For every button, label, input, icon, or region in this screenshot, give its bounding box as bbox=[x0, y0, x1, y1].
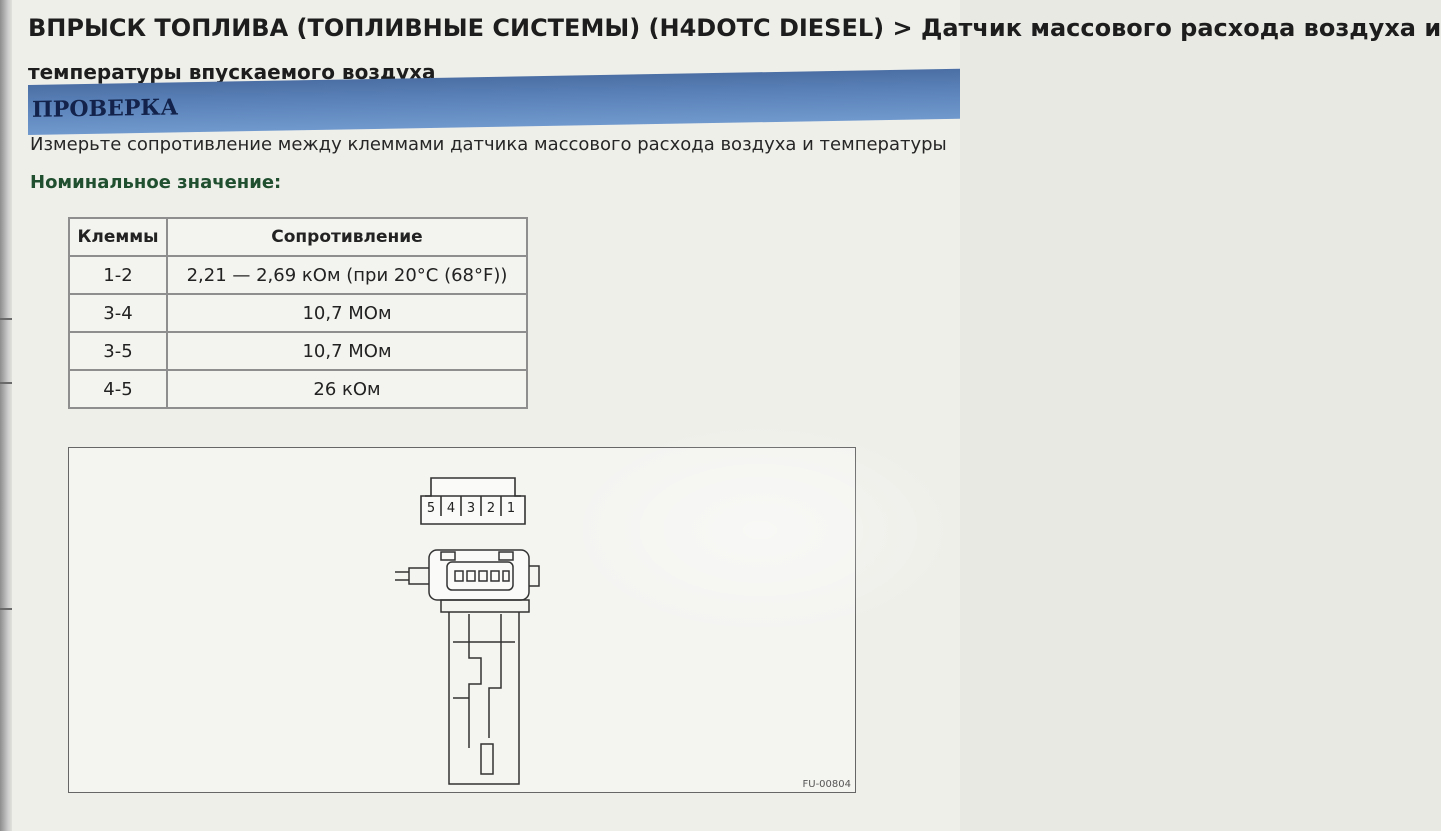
table-header-row bbox=[69, 218, 527, 256]
terminals-cell: 3-4 bbox=[69, 294, 167, 332]
terminals-cell: 1-2 bbox=[69, 256, 167, 294]
resistance-cell: 26 кОм bbox=[167, 370, 527, 408]
instruction-text: Измерьте сопротивление между клеммами датчика массового расхода воздуха и температуры bbox=[30, 134, 947, 155]
pin-label: 5 bbox=[426, 501, 436, 516]
terminals-cell: 4-5 bbox=[69, 370, 167, 408]
mass-airflow-sensor-drawing bbox=[395, 550, 539, 784]
figure-code: FU-00804 bbox=[802, 779, 851, 790]
pin-label: 2 bbox=[486, 501, 496, 516]
nominal-value-label: Номинальное значение: bbox=[30, 172, 282, 193]
document-page bbox=[12, 0, 1441, 831]
table-row bbox=[69, 294, 527, 332]
column-header-resistance: Сопротивление bbox=[167, 218, 527, 256]
page-title: ВПРЫСК ТОПЛИВА (ТОПЛИВНЫЕ СИСТЕМЫ) (H4DOTC DIESEL) > Датчик массового расхода воздуха и bbox=[28, 14, 1441, 42]
section-title: ПРОВЕРКА bbox=[32, 94, 179, 123]
pin-label: 1 bbox=[506, 501, 516, 516]
pin-label: 4 bbox=[446, 501, 456, 516]
sensor-connector-figure bbox=[68, 447, 856, 793]
sensor-diagram bbox=[69, 448, 855, 792]
resistance-table bbox=[68, 217, 528, 409]
edge-notch bbox=[0, 608, 12, 610]
table-row bbox=[69, 332, 527, 370]
table-row bbox=[69, 370, 527, 408]
resistance-cell: 10,7 МОм bbox=[167, 294, 527, 332]
edge-notch bbox=[0, 318, 12, 320]
terminals-cell: 3-5 bbox=[69, 332, 167, 370]
page-title-continued: температуры впускаемого воздуха bbox=[28, 60, 436, 84]
table-row bbox=[69, 256, 527, 294]
resistance-cell: 10,7 МОм bbox=[167, 332, 527, 370]
column-header-terminals: Клеммы bbox=[69, 218, 167, 256]
pin-label: 3 bbox=[466, 501, 476, 516]
resistance-cell: 2,21 — 2,69 кОм (при 20°C (68°F)) bbox=[167, 256, 527, 294]
window-left-edge bbox=[0, 0, 12, 831]
edge-notch bbox=[0, 382, 12, 384]
